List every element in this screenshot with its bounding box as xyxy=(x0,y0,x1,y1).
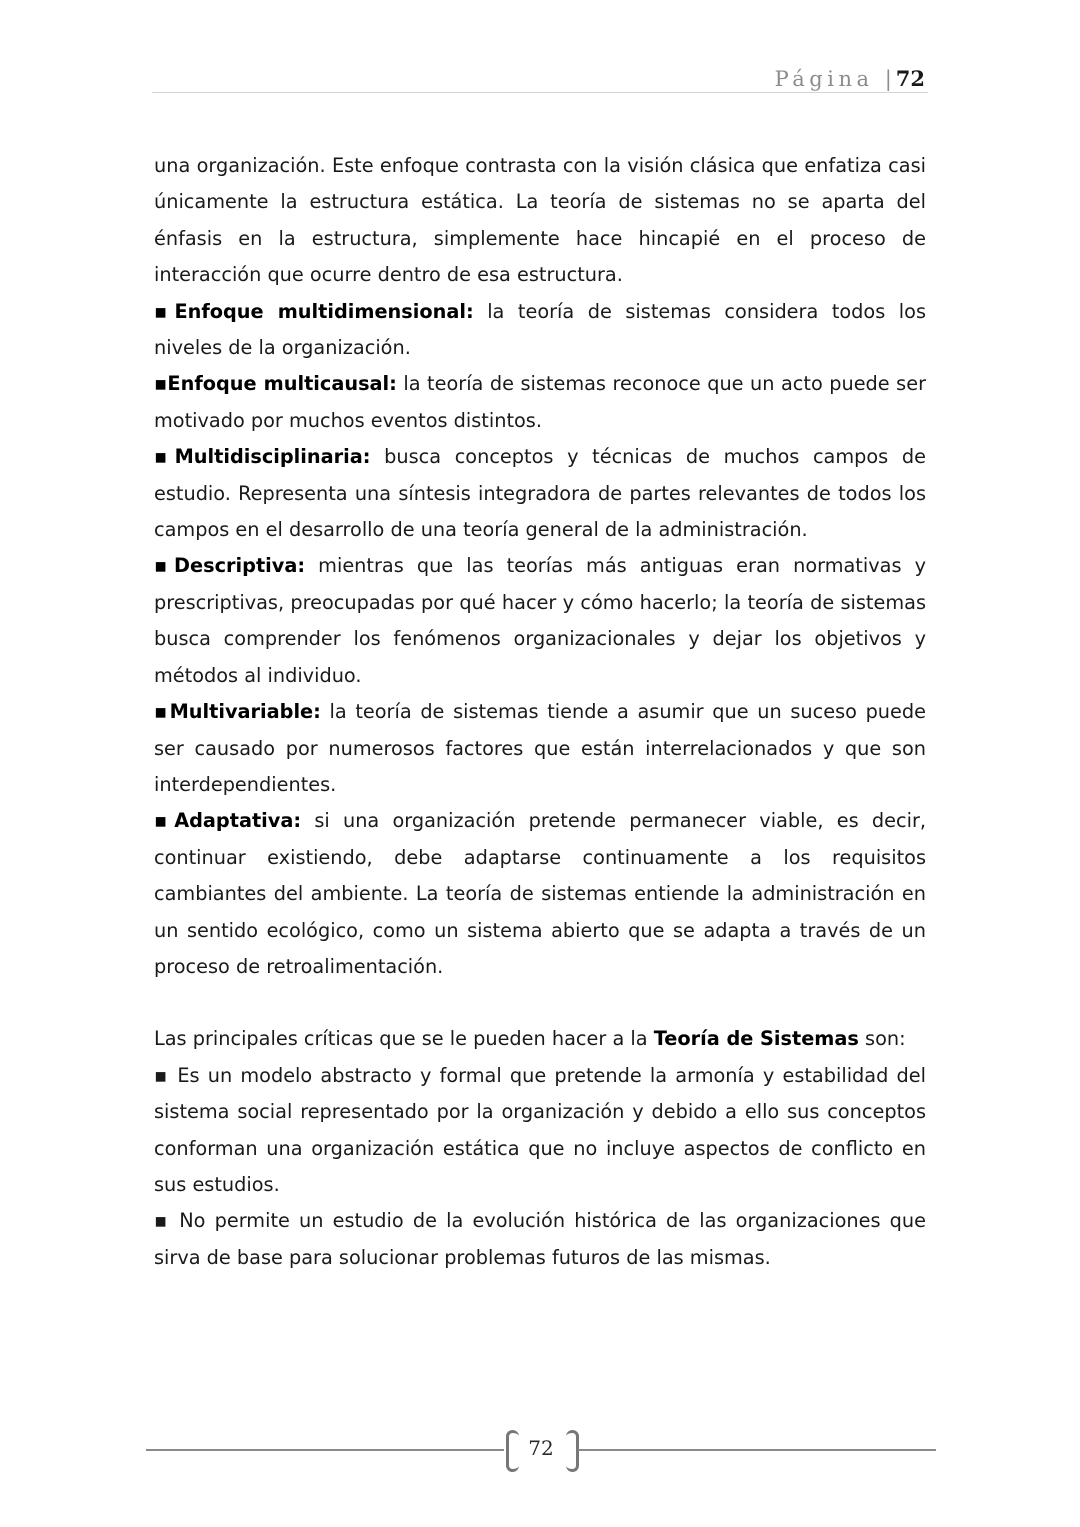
footer-page-number: 72 xyxy=(528,1436,554,1460)
feature-text: si una organización pretende permanecer viable, es decir, continuar existiendo, debe adaptarse continuamente a los requisitos cambiantes del ambiente. La teoría de sistemas entiende la administración en un sentido ecológico, como un sistema abierto que se adapta a través de un proceso de retroalimentación. xyxy=(154,809,926,978)
feature-item xyxy=(154,366,926,439)
right-brace-icon xyxy=(566,1430,579,1472)
feature-term: ▪Descriptiva: xyxy=(154,554,306,578)
feature-text: busca conceptos y técnicas de muchos campos de estudio. Representa una síntesis integradora de partes relevantes de todos los campos en el desarrollo de una teoría general de la administración. xyxy=(154,445,926,542)
feature-item xyxy=(154,294,926,367)
critics-intro-bold: Teoría de Sistemas xyxy=(653,1027,859,1051)
feature-item xyxy=(154,548,926,694)
feature-item xyxy=(154,439,926,548)
feature-text: la teoría de sistemas tiende a asumir que un suceso puede ser causado por numerosos factores que están interrelacionados y que son interdependientes. xyxy=(154,700,926,796)
footer-rule-left xyxy=(146,1449,504,1451)
header-separator: | xyxy=(884,67,892,91)
document-body xyxy=(154,148,926,1276)
critics-intro-after: son: xyxy=(858,1027,906,1051)
critic-item: ▪ Es un modelo abstracto y formal que pretende la armonía y estabilidad del sistema social representado por la organización y debido a ello sus conceptos conforman una organización estática que no incluye aspectos de conflicto en sus estudios. xyxy=(154,1063,926,1196)
feature-term: ▪Adaptativa: xyxy=(154,809,302,833)
critic-item: ▪ No permite un estudio de la evolución histórica de las organizaciones que sirva de base para solucionar problemas futuros de las mismas. xyxy=(154,1209,926,1269)
header-page-number: 72 xyxy=(895,66,925,91)
intro-paragraph: una organización. Este enfoque contrasta con la visión clásica que enfatiza casi únicamente la estructura estática. La teoría de sistemas no se aparta del énfasis en la estructura, simplemente hace hincapié en el proceso de interacción que ocurre dentro de esa estructura. xyxy=(154,154,926,287)
feature-item xyxy=(154,694,926,803)
page-footer xyxy=(146,1430,936,1474)
feature-term: ▪Enfoque multidimensional: xyxy=(154,299,474,323)
feature-text: la teoría de sistemas reconoce que un acto puede ser motivado por muchos eventos distintos. xyxy=(154,372,926,432)
feature-item xyxy=(154,803,926,985)
feature-term: ▪Multivariable: xyxy=(154,700,321,724)
critics-intro xyxy=(154,1021,926,1057)
header-label: Página xyxy=(774,67,874,91)
feature-term: ▪Multidisciplinaria: xyxy=(154,445,371,469)
feature-term: ▪Enfoque multicausal: xyxy=(154,372,397,396)
header-text xyxy=(775,66,925,91)
critics-intro-before: Las principales críticas que se le pueden hacer a la xyxy=(154,1027,654,1051)
footer-rule-right xyxy=(578,1449,936,1451)
feature-text: mientras que las teorías más antiguas eran normativas y prescriptivas, preocupadas por qué hacer y cómo hacerlo; la teoría de sistemas busca comprender los fenómenos organizacionales y dejar los objetivos y métodos al individuo. xyxy=(154,554,927,687)
feature-text: la teoría de sistemas considera todos los niveles de la organización. xyxy=(154,299,926,360)
page-header xyxy=(152,62,928,93)
paragraph-spacer xyxy=(154,985,926,1021)
